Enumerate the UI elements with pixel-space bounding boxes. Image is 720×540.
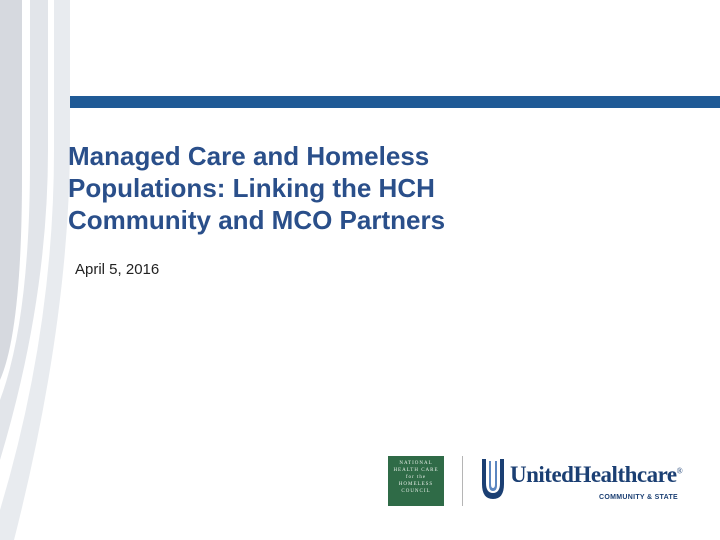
slide-title [68,140,668,236]
title-line-1: Managed Care and Homeless [68,141,430,171]
logo-divider [462,456,463,506]
uhc-name-text: UnitedHealthcare [510,462,677,487]
uhc-registered-mark: ® [676,466,683,476]
nhchc-logo-line: COUNCIL [401,489,431,494]
slide-date: April 5, 2016 [75,261,160,278]
uhc-tagline: COMMUNITY & STATE [599,494,678,501]
nhchc-logo-line: HOMELESS [398,482,434,487]
uhc-name [510,462,682,488]
nhchc-logo-line: for the [405,475,427,480]
title-line-3: Community and MCO Partners [68,205,446,235]
uhc-u-mark-icon [480,457,506,501]
uhc-logo [480,457,690,507]
title-line-2: Populations: Linking the HCH [68,173,435,203]
title-bar [70,96,720,108]
nhchc-logo-line: HEALTH CARE [393,468,439,473]
nhchc-logo [388,456,444,506]
nhchc-logo-line: NATIONAL [399,461,433,466]
